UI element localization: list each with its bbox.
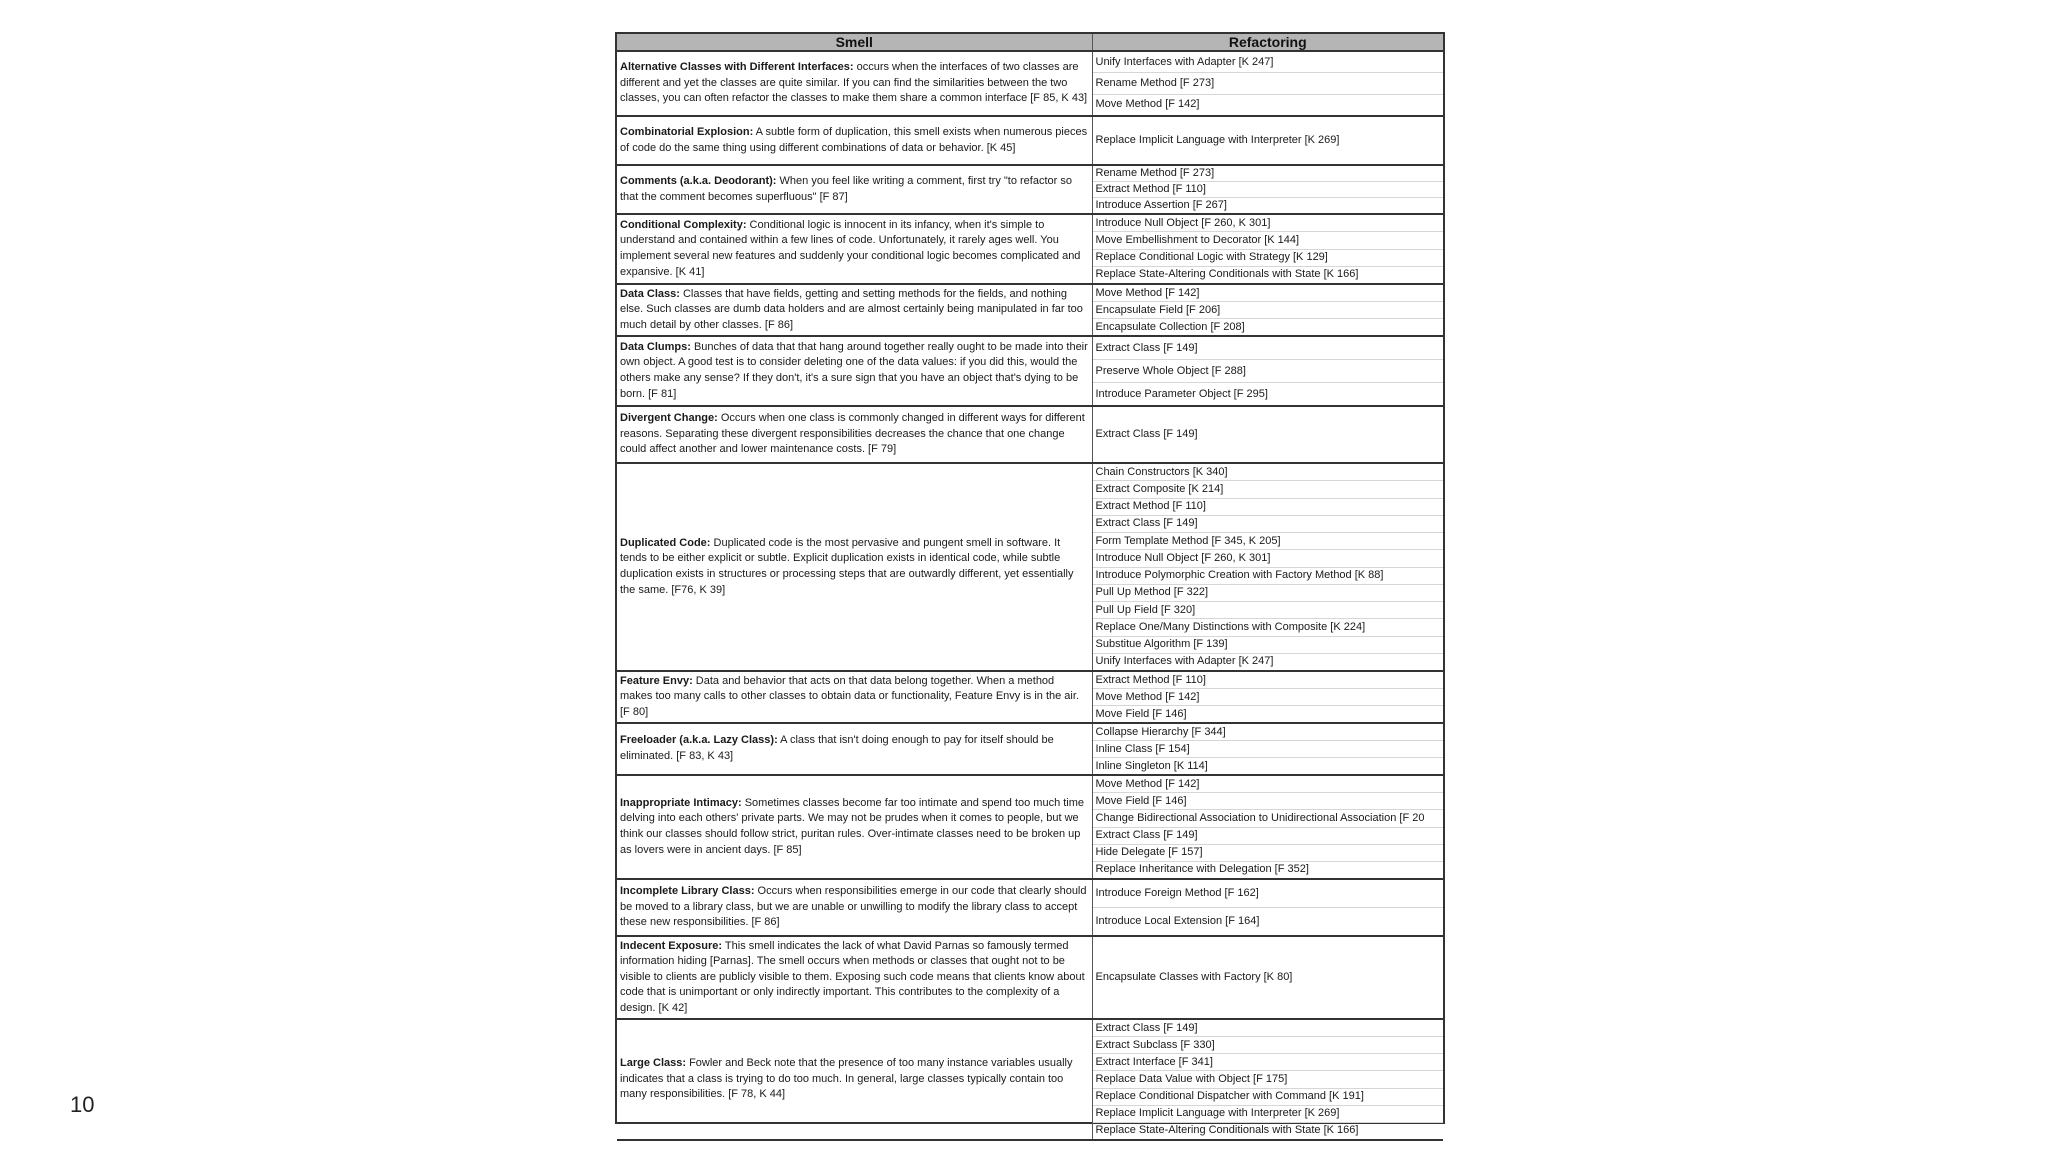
refactoring-cell <box>1092 165 1443 214</box>
refactoring-item: Extract Subclass [F 330] <box>1093 1037 1444 1054</box>
smell-cell <box>617 336 1092 406</box>
smell-name: Data Clumps: <box>620 340 691 353</box>
refactoring-item: Introduce Local Extension [F 164] <box>1095 915 1260 927</box>
smell-description: Sometimes classes become far too intimate and spend too much time delving into each others' private parts. We may not be prudes when it comes to people, but we think our classes should follow strict, puritan rules. Over-intimate classes need to be broken up as lovers were in ancient days. [F 85] <box>620 796 1085 856</box>
smell-cell <box>617 51 1092 116</box>
smell-name: Feature Envy: <box>620 674 693 687</box>
refactoring-list <box>1093 672 1444 722</box>
refactoring-cell <box>1092 723 1443 775</box>
table-row <box>617 671 1443 723</box>
refactoring-item: Extract Method [F 110] <box>1093 672 1444 689</box>
smell-description: Occurs when responsibilities emerge in our code that clearly should be moved to a library class, but we are unable or unwilling to modify the library class to accept these new responsibilities. [F 86] <box>620 885 1087 929</box>
refactoring-item: Change Bidirectional Association to Unidirectional Association [F 20 <box>1093 810 1444 827</box>
smell-description: Duplicated code is the most pervasive and pungent smell in software. It tends to be either explicit or subtle. Explicit duplication exists in identical code, while subtle duplication exists in structures or processing steps that are outwardly different, yet essentially the same. [F76, K 39] <box>620 536 1074 596</box>
refactoring-column-header: Refactoring <box>1092 34 1443 51</box>
refactoring-item: Hide Delegate [F 157] <box>1093 845 1444 862</box>
refactoring-cell <box>1092 463 1443 671</box>
refactoring-item: Move Embellishment to Decorator [K 144] <box>1093 232 1444 249</box>
refactoring-item: Move Field [F 146] <box>1095 707 1187 720</box>
refactoring-item: Chain Constructors [K 340] <box>1093 464 1444 481</box>
refactoring-item: Move Method [F 142] <box>1093 776 1444 793</box>
refactoring-cell <box>1092 775 1443 879</box>
table-row <box>617 51 1443 116</box>
refactoring-item: Extract Class [F 149] <box>1093 1020 1444 1037</box>
table-body <box>617 51 1443 1140</box>
smell-name: Indecent Exposure: <box>620 939 723 952</box>
refactoring-item: Move Method [F 142] <box>1095 98 1200 111</box>
refactoring-item: Rename Method [F 273] <box>1093 73 1444 94</box>
refactoring-list <box>1093 337 1444 405</box>
refactoring-item: Introduce Null Object [F 260, K 301] <box>1093 215 1444 232</box>
refactoring-item: Unify Interfaces with Adapter [K 247] <box>1095 655 1274 668</box>
refactoring-cell <box>1092 214 1443 284</box>
refactoring-cell <box>1092 406 1443 463</box>
refactoring-item: Extract Class [F 149] <box>1095 428 1198 440</box>
slide-number: 10 <box>70 1092 95 1117</box>
table-row <box>617 723 1443 775</box>
smell-name: Conditional Complexity: <box>620 218 747 231</box>
refactoring-item: Introduce Parameter Object [F 295] <box>1095 387 1268 400</box>
refactoring-item: Encapsulate Field [F 206] <box>1093 302 1444 319</box>
refactoring-item: Encapsulate Collection [F 208] <box>1095 320 1245 333</box>
refactoring-item: Replace One/Many Distinctions with Composite [K 224] <box>1093 619 1444 636</box>
table-row <box>617 165 1443 214</box>
refactoring-list <box>1093 407 1444 462</box>
refactoring-item: Replace Conditional Logic with Strategy [K 129] <box>1093 250 1444 267</box>
smell-cell <box>617 284 1092 336</box>
refactoring-item: Substitue Algorithm [F 139] <box>1093 637 1444 654</box>
refactoring-item: Pull Up Field [F 320] <box>1093 602 1444 619</box>
smell-cell <box>617 406 1092 463</box>
refactoring-item: Extract Class [F 149] <box>1093 828 1444 845</box>
refactoring-cell <box>1092 1019 1443 1140</box>
refactoring-item: Inline Singleton [K 114] <box>1095 759 1208 772</box>
smell-description: A subtle form of duplication, this smell exists when numerous pieces of code do the same thing using different combinations of data or behavior. [K 45] <box>620 125 1088 154</box>
refactoring-item: Extract Class [F 149] <box>1093 516 1444 533</box>
refactoring-item: Replace Implicit Language with Interpreter [K 269] <box>1093 1106 1444 1123</box>
refactoring-item: Extract Class [F 149] <box>1093 337 1444 360</box>
smell-cell <box>617 775 1092 879</box>
smell-name: Duplicated Code: <box>620 536 711 549</box>
refactoring-list <box>1093 937 1444 1018</box>
refactoring-list <box>1093 117 1444 164</box>
refactoring-item: Form Template Method [F 345, K 205] <box>1093 533 1444 550</box>
smell-description: Occurs when one class is commonly changed in different ways for different reasons. Separating these divergent responsibilities decreases the chance that one change could affect another and lower maintenance costs. [F 79] <box>620 412 1085 456</box>
table-header-row <box>617 34 1443 51</box>
smell-name: Divergent Change: <box>620 412 718 425</box>
refactoring-item: Move Method [F 142] <box>1093 285 1444 302</box>
smell-cell <box>617 165 1092 214</box>
smell-cell <box>617 1019 1092 1140</box>
smell-cell <box>617 723 1092 775</box>
smell-cell <box>617 116 1092 165</box>
refactoring-item: Extract Interface [F 341] <box>1093 1054 1444 1071</box>
refactoring-cell <box>1092 936 1443 1019</box>
smell-description: Classes that have fields, getting and setting methods for the fields, and nothing else. Such classes are dumb data holders and are almost certainly being manipulated in far too much detail by other classes. [F 86] <box>620 287 1083 331</box>
table-row <box>617 1019 1443 1140</box>
smell-name: Comments (a.k.a. Deodorant): <box>620 174 777 187</box>
table-row <box>617 336 1443 406</box>
refactoring-cell <box>1092 51 1443 116</box>
smell-description: When you feel like writing a comment, first try "to refactor so that the comment becomes superfluous" [F 87] <box>620 174 1072 203</box>
refactoring-item: Extract Method [F 110] <box>1093 182 1444 198</box>
table-row <box>617 284 1443 336</box>
refactoring-item: Preserve Whole Object [F 288] <box>1093 360 1444 383</box>
smell-description: Data and behavior that acts on that data belong together. When a method makes too many calls to other classes to obtain data or functionality, Feature Envy is in the air. [F 80] <box>620 674 1079 718</box>
smell-description: A class that isn't doing enough to pay for itself should be eliminated. [F 83, K 43] <box>620 734 1054 762</box>
refactoring-item: Replace Conditional Dispatcher with Command [K 191] <box>1093 1089 1444 1106</box>
refactoring-list <box>1093 464 1444 670</box>
smell-name: Data Class: <box>620 287 680 300</box>
refactoring-list <box>1093 285 1444 335</box>
table-row <box>617 879 1443 936</box>
refactoring-list <box>1093 776 1444 878</box>
refactoring-list <box>1093 166 1444 213</box>
smell-cell <box>617 463 1092 671</box>
smell-column-header: Smell <box>617 34 1092 51</box>
refactoring-item: Replace Inheritance with Delegation [F 352] <box>1095 863 1309 876</box>
smell-description: Bunches of data that that hang around together really ought to be made into their own object. A good test is to consider deleting one of the data values: if you did this, would the others make any sense? If they don't, it's a sure sign that you have an object that's dying to be born. [F 81] <box>620 340 1088 400</box>
refactoring-cell <box>1092 284 1443 336</box>
refactoring-cell <box>1092 879 1443 936</box>
refactoring-item: Encapsulate Classes with Factory [K 80] <box>1095 971 1293 983</box>
smell-cell <box>617 214 1092 284</box>
refactoring-item: Introduce Assertion [F 267] <box>1095 199 1227 211</box>
smell-name: Freeloader (a.k.a. Lazy Class): <box>620 734 778 747</box>
refactoring-list <box>1093 52 1444 115</box>
table-row <box>617 936 1443 1019</box>
smell-name: Large Class: <box>620 1057 687 1070</box>
smell-description: occurs when the interfaces of two classes are different and yet the classes are quite similar. If you can find the similarities between the two classes, you can often refactor the classes to make them share a common interface [F 85, K 43] <box>620 61 1088 105</box>
smell-table-document <box>615 32 1445 1137</box>
refactoring-list <box>1093 724 1444 774</box>
table-row <box>617 775 1443 879</box>
refactoring-item: Inline Class [F 154] <box>1093 741 1444 758</box>
refactoring-item: Replace Data Value with Object [F 175] <box>1093 1071 1444 1088</box>
table-row <box>617 116 1443 165</box>
refactoring-item: Unify Interfaces with Adapter [K 247] <box>1093 52 1444 73</box>
refactoring-list <box>1093 215 1444 283</box>
refactoring-item: Rename Method [F 273] <box>1093 166 1444 182</box>
smell-description: This smell indicates the lack of what David Parnas so famously termed information hiding [Parnas]. The smell occurs when methods or classes that ought not to be visible to clients are publicly visible to them. Exposing such code means that clients know about code that is unimportant or only indirectly important. This contributes to the complexity of a design. [K 42] <box>620 939 1085 1014</box>
smell-description: Fowler and Beck note that the presence of too many instance variables usually indicates that a class is trying to do too much. In general, large classes typically contain too many responsibilities. [F 78, K 44] <box>620 1057 1073 1101</box>
refactoring-cell <box>1092 116 1443 165</box>
refactoring-item: Move Method [F 142] <box>1093 689 1444 706</box>
smell-name: Inappropriate Intimacy: <box>620 796 742 809</box>
refactoring-item: Collapse Hierarchy [F 344] <box>1093 724 1444 741</box>
smell-description: Conditional logic is innocent in its infancy, when it's simple to understand and contained within a few lines of code. Unfortunately, it rarely ages well. You implement several new features and suddenly your conditional logic becomes complicated and expansive. [K 41] <box>620 218 1081 278</box>
smell-name: Alternative Classes with Different Interfaces: <box>620 61 854 74</box>
table-row <box>617 406 1443 463</box>
refactoring-item: Replace State-Altering Conditionals with State [K 166] <box>1095 268 1359 281</box>
refactoring-cell <box>1092 671 1443 723</box>
refactoring-item: Introduce Polymorphic Creation with Factory Method [K 88] <box>1093 568 1444 585</box>
refactoring-item: Extract Composite [K 214] <box>1093 481 1444 498</box>
refactoring-item: Replace State-Altering Conditionals with State [K 166] <box>1095 1124 1359 1137</box>
table-row <box>617 214 1443 284</box>
smell-cell <box>617 879 1092 936</box>
refactoring-item: Introduce Null Object [F 260, K 301] <box>1093 550 1444 567</box>
smells-refactoring-table <box>617 34 1443 1141</box>
refactoring-item: Move Field [F 146] <box>1093 793 1444 810</box>
smell-cell <box>617 671 1092 723</box>
smell-name: Combinatorial Explosion: <box>620 125 754 138</box>
refactoring-item: Extract Method [F 110] <box>1093 499 1444 516</box>
refactoring-item: Replace Implicit Language with Interpreter [K 269] <box>1095 134 1340 146</box>
smell-cell <box>617 936 1092 1019</box>
refactoring-item: Introduce Foreign Method [F 162] <box>1093 880 1444 908</box>
table-row <box>617 463 1443 671</box>
smell-name: Incomplete Library Class: <box>620 885 755 898</box>
refactoring-list <box>1093 880 1444 935</box>
refactoring-list <box>1093 1020 1444 1139</box>
refactoring-cell <box>1092 336 1443 406</box>
refactoring-item: Pull Up Method [F 322] <box>1093 585 1444 602</box>
